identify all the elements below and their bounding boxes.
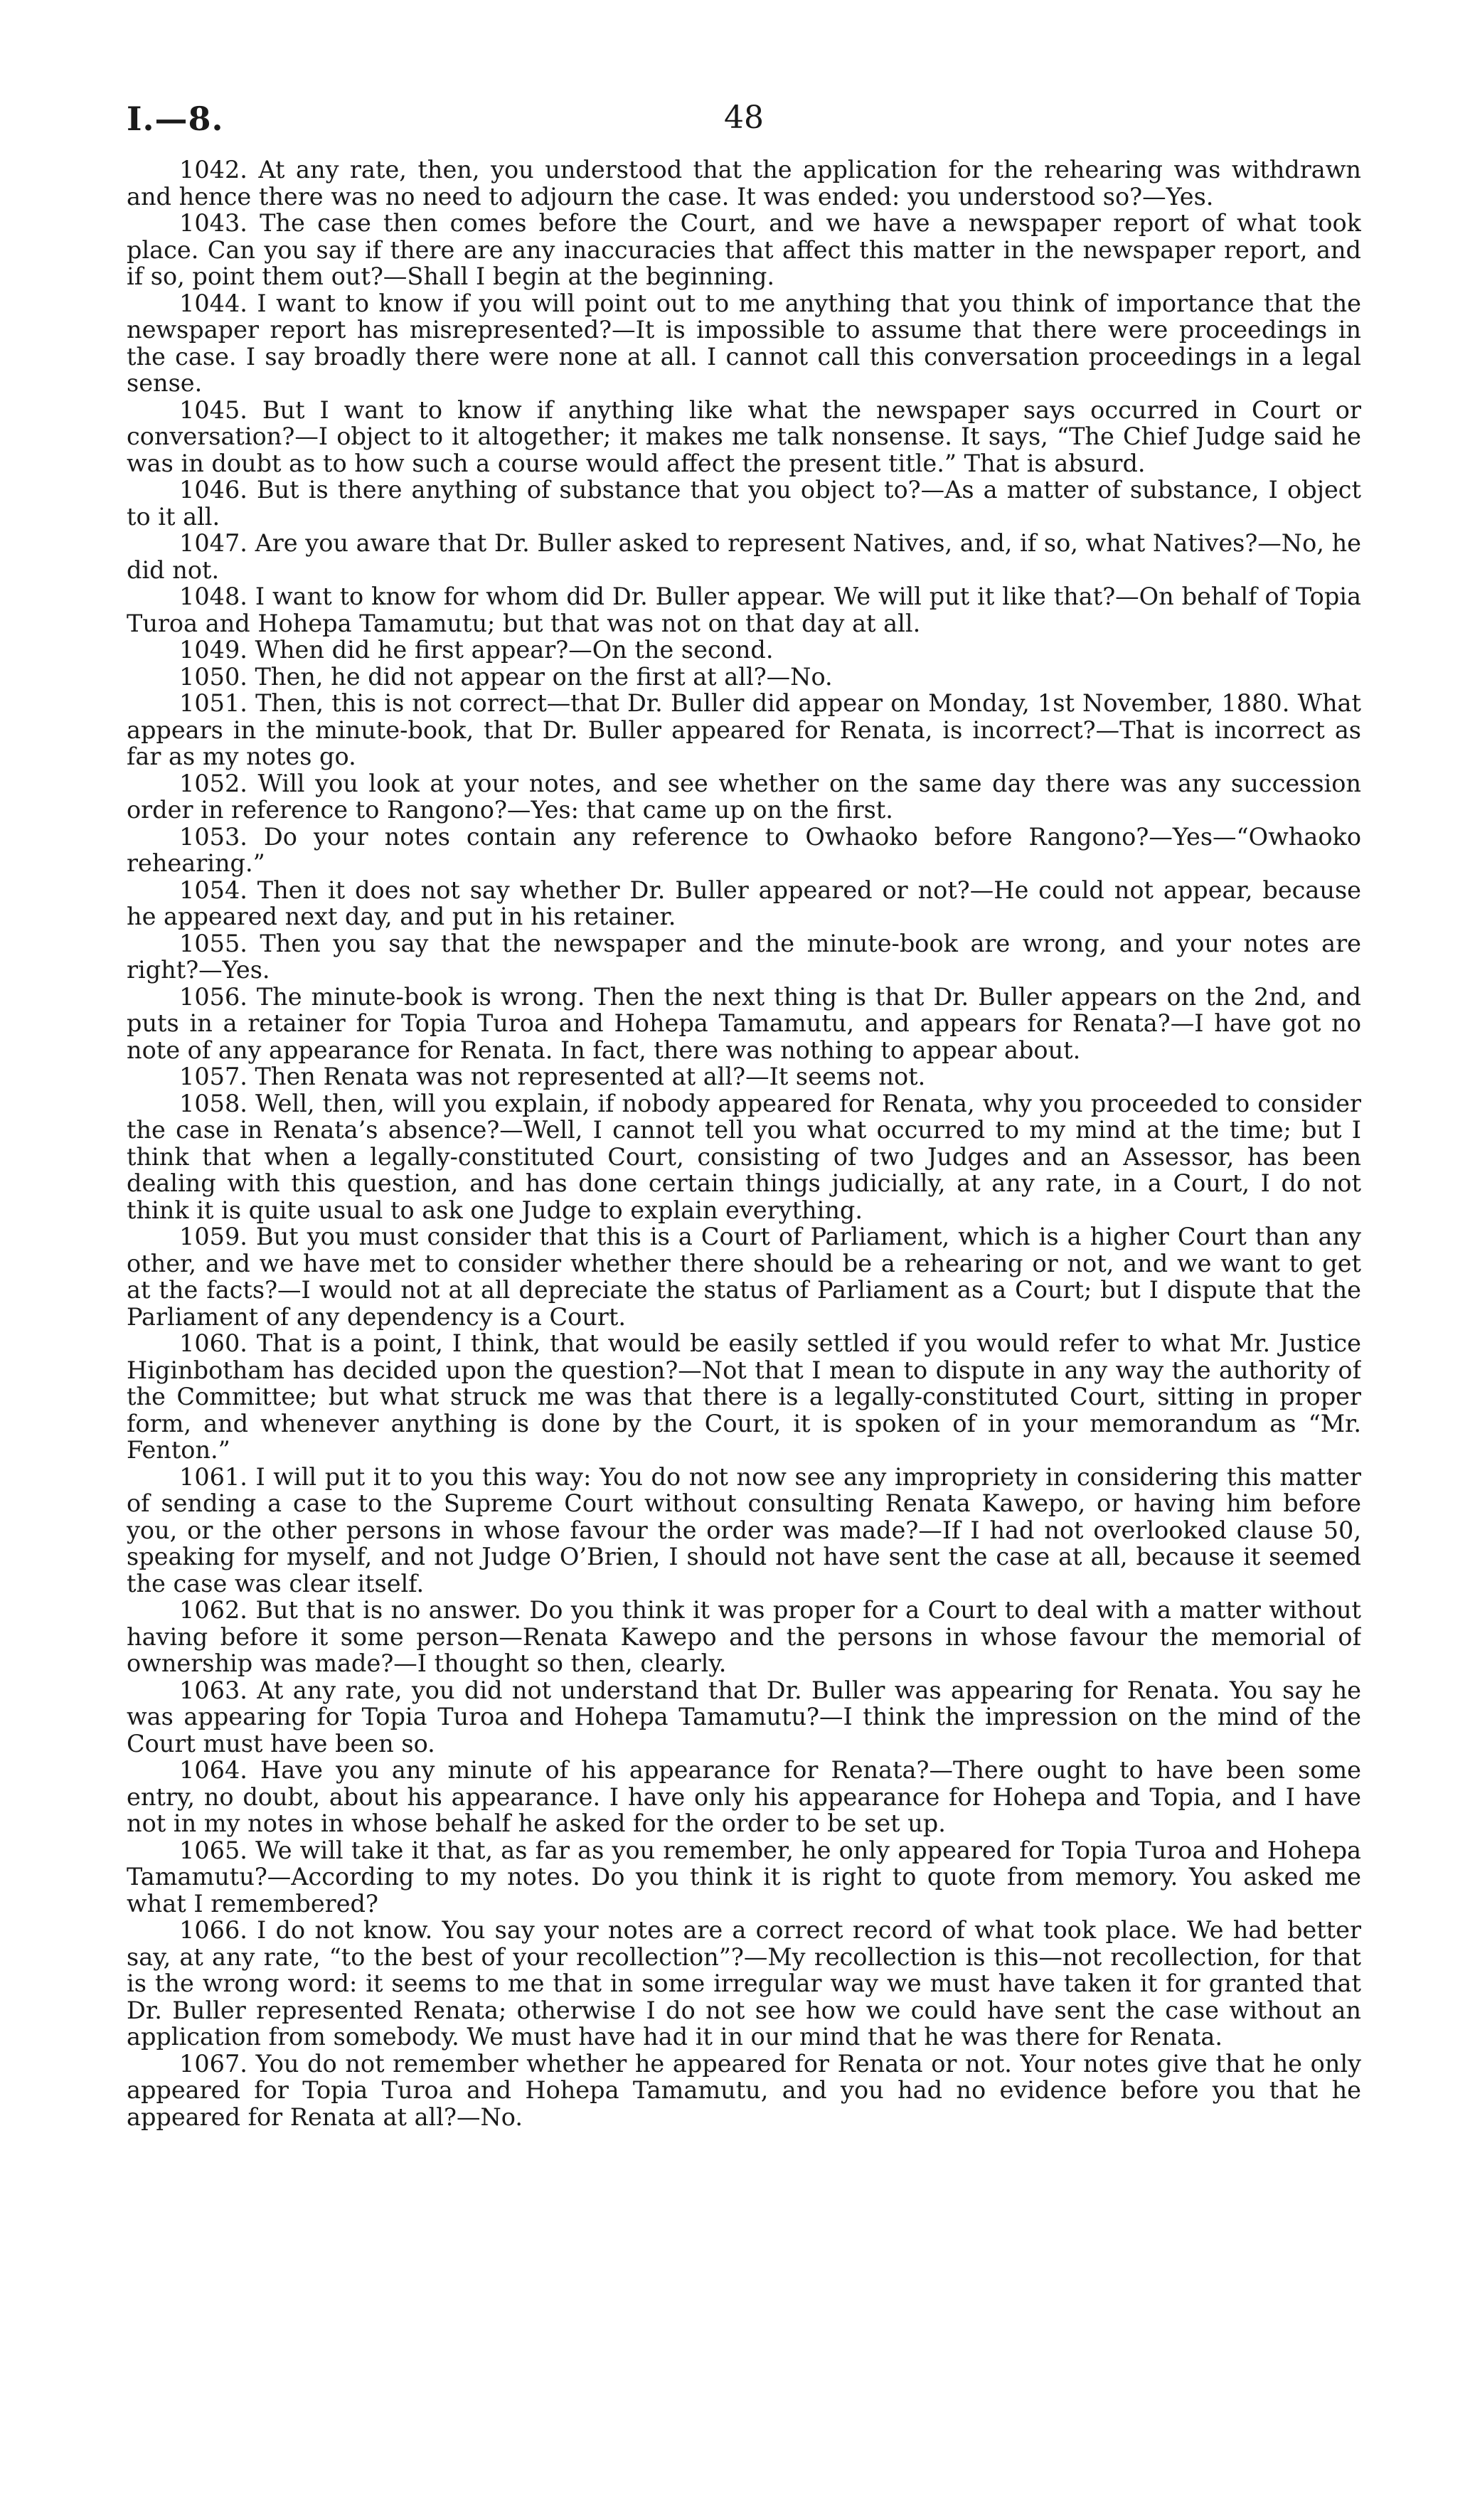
paragraph-1046: 1046. But is there anything of substance that you object to?—As a matter of substance, I object to it all. xyxy=(127,476,1361,531)
paragraph-1052: 1052. Will you look at your notes, and see whether on the same day there was any succession order in reference to Rangono?—Yes: that came up on the first. xyxy=(127,769,1361,824)
testimony-body xyxy=(127,156,1361,2130)
paragraph-1067: 1067. You do not remember whether he appeared for Renata or not. Your notes give that he only appeared for Topia Turoa and Hohepa Tamamutu, and you had no evidence before you that he appeared for Renata at all?—No. xyxy=(127,2049,1361,2131)
paragraph-1058: 1058. Well, then, will you explain, if nobody appeared for Renata, why you proceeded to consider the case in Renata’s absence?—Well, I cannot tell you what occurred to my mind at the time; but I think that when a legally-constituted Court, consisting of two Judges and an Assessor, has been dealing with this question, and has done certain things judicially, at any rate, in a Court, I do not think it is quite usual to ask one Judge to explain everything. xyxy=(127,1089,1361,1224)
paragraph-1066: 1066. I do not know. You say your notes are a correct record of what took place. We had better say, at any rate, “to the best of your recollection”?—My recollection is this—not recollection, for that is the wrong word: it seems to me that in some irregular way we must have taken it for granted that Dr. Buller represented Renata; otherwise I do not see how we could have sent the case without an application from somebody. We must have had it in our mind that he was there for Renata. xyxy=(127,1916,1361,2051)
paragraph-1043: 1043. The case then comes before the Court, and we have a newspaper report of what took place. Can you say if there are any inaccuracies that affect this matter in the newspaper report, and if so, point them out?—Shall I begin at the beginning. xyxy=(127,209,1361,290)
paragraph-1060: 1060. That is a point, I think, that would be easily settled if you would refer to what Mr. Justice Higinbotham has decided upon the question?—Not that I mean to dispute in any way the authority of the Committee; but what struck me was that there is a legally-constituted Court, sitting in proper form, and whenever anything is done by the Court, it is spoken of in your memorandum as “Mr. Fenton.” xyxy=(127,1329,1361,1464)
page-number: 48 xyxy=(724,100,764,136)
paragraph-1048: 1048. I want to know for whom did Dr. Buller appear. We will put it like that?—On behalf of Topia Turoa and Hohepa Tamamutu; but that was not on that day at all. xyxy=(127,583,1361,637)
paragraph-1065: 1065. We will take it that, as far as you remember, he only appeared for Topia Turoa and Hohepa Tamamutu?—According to my notes. Do you think it is right to quote from memory. You asked me what I remembered? xyxy=(127,1836,1361,1918)
document-reference: I.—8. xyxy=(127,100,224,138)
paragraph-1063: 1063. At any rate, you did not understand that Dr. Buller was appearing for Renata. You say he was appearing for Topia Turoa and Hohepa Tamamutu?—I think the impression on the mind of the Court must have been so. xyxy=(127,1676,1361,1758)
paragraph-1057: 1057. Then Renata was not represented at all?—It seems not. xyxy=(179,1063,926,1090)
paragraph-1062: 1062. But that is no answer. Do you think it was proper for a Court to deal with a matter without having before it some person—Renata Kawepo and the persons in whose favour the memorial of ownership was made?—I thought so then, clearly. xyxy=(127,1596,1361,1677)
paragraph-1056: 1056. The minute-book is wrong. Then the next thing is that Dr. Buller appears on the 2nd, and puts in a retainer for Topia Turoa and Hohepa Tamamutu, and appears for Renata?—I have got no note of any appearance for Renata. In fact, there was nothing to appear about. xyxy=(127,982,1361,1064)
paragraph-1051: 1051. Then, this is not correct—that Dr. Buller did appear on Monday, 1st November, 1880. What appears in the minute-book, that Dr. Buller appeared for Renata, is incorrect?—That is incorrect as far as my notes go. xyxy=(127,689,1361,770)
paragraph-1061: 1061. I will put it to you this way: You do not now see any impropriety in considering this matter of sending a case to the Supreme Court without consulting Renata Kawepo, or having him before you, or the other persons in whose favour the order was made?—If I had not overlooked clause 50, speaking for myself, and not Judge O’Brien, I should not have sent the case at all, because it seemed the case was clear itself. xyxy=(127,1462,1361,1597)
paragraph-1055: 1055. Then you say that the newspaper and the minute-book are wrong, and your notes are right?—Yes. xyxy=(127,929,1361,984)
paragraph-1042: 1042. At any rate, then, you understood that the application for the rehearing was withdrawn and hence there was no need to adjourn the case. It was ended: you understood so?—Yes. xyxy=(127,156,1361,211)
paragraph-1054: 1054. Then it does not say whether Dr. Buller appeared or not?—He could not appear, because he appeared next day, and put in his retainer. xyxy=(127,876,1361,930)
paragraph-1047: 1047. Are you aware that Dr. Buller asked to represent Natives, and, if so, what Natives?—No, he did not. xyxy=(127,529,1361,584)
document-page xyxy=(127,100,1361,2475)
paragraph-1053: 1053. Do your notes contain any reference to Owhaoko before Rangono?—Yes—“Owhaoko rehearing.” xyxy=(127,822,1361,877)
paragraph-1049: 1049. When did he first appear?—On the second. xyxy=(179,636,774,664)
paragraph-1059: 1059. But you must consider that this is a Court of Parliament, which is a higher Court than any other, and we have met to consider whether there should be a rehearing or not, and we want to get at the facts?—I would not at all depreciate the status of Parliament as a Court; but I dispute that the Parliament of any dependency is a Court. xyxy=(127,1223,1361,1331)
paragraph-1050: 1050. Then, he did not appear on the first at all?—No. xyxy=(179,662,833,691)
paragraph-1045: 1045. But I want to know if anything like what the newspaper says occurred in Court or conversation?—I object to it altogether; it makes me talk nonsense. It says, “The Chief Judge said he was in doubt as to how such a course would affect the present title.” That is absurd. xyxy=(127,395,1361,477)
page-header xyxy=(127,100,1361,156)
paragraph-1044: 1044. I want to know if you will point out to me anything that you think of importance that the newspaper report has misrepresented?—It is impossible to assume that there were proceedings in the case. I say broadly there were none at all. I cannot call this conversation proceedings in a legal sense. xyxy=(127,289,1361,397)
paragraph-1064: 1064. Have you any minute of his appearance for Renata?—There ought to have been some entry, no doubt, about his appearance. I have only his appearance for Hohepa and Topia, and I have not in my notes in whose behalf he asked for the order to be set up. xyxy=(127,1756,1361,1837)
